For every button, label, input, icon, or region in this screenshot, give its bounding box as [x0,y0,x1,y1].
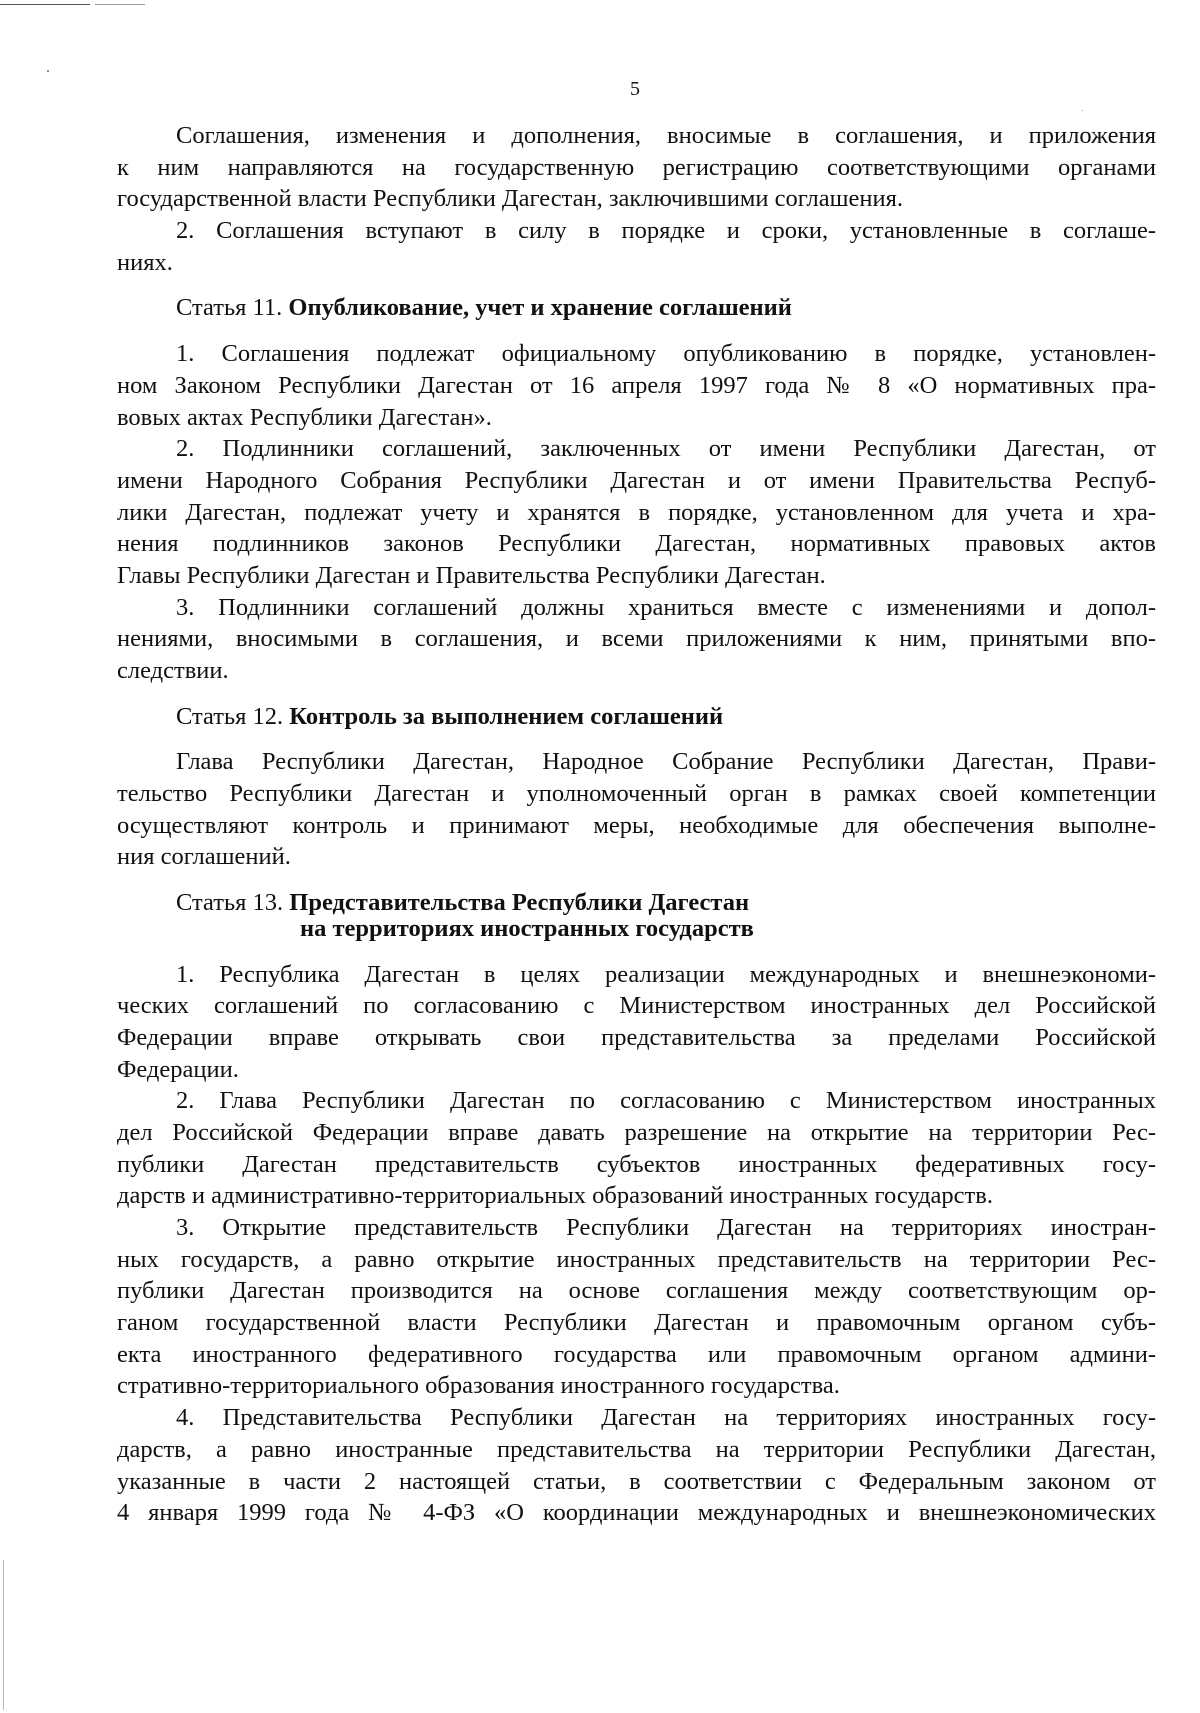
article-title: Контроль за выполнением соглашений [289,702,724,730]
paragraph [117,433,1156,591]
text-line: екта иностранного федеративного государства или правомочным органом админи- [117,1340,1156,1368]
text-line: следствии. [117,657,229,684]
text-line: ных государств, а равно открытие иностранных представительств на территории Рес- [117,1245,1156,1273]
article-title-continued: на территориях иностранных государств [300,914,754,942]
text-line: 3. Открытие представительств Республики Дагестан на территориях иностран- [176,1214,1156,1241]
text-line: вовых актах Республики Дагестан». [117,403,492,431]
scan-speck [47,70,49,72]
article-number: Статья 13. [176,889,290,917]
paragraph [117,338,1156,433]
text-line: 2. Соглашения вступают в силу в порядке и сроки, установленные в соглаше- [176,217,1156,245]
paragraph [117,592,1156,687]
page-number: 5 [630,78,640,100]
text-line: ниях. [117,248,173,276]
text-line: дел Российской Федерации вправе давать разрешение на открытие на территории Рес- [117,1118,1156,1146]
text-line: ганом государственной власти Республики Дагестан и правомочным органом субъ- [117,1309,1156,1337]
text-line: тельство Республики Дагестан и уполномоченный орган в рамках своей компетенции [117,780,1156,808]
text-line: нениями, вносимыми в соглашения, и всеми приложениями к ним, принятыми впо- [117,625,1156,653]
text-line: ном Законом Республики Дагестан от 16 апреля 1997 года № 8 «О нормативных пра- [117,371,1156,399]
paragraph [117,215,1156,278]
spacer [117,687,1156,701]
text-line: 1. Соглашения подлежат официальному опубликованию в порядке, установлен- [176,340,1156,368]
text-line: к ним направляются на государственную регистрацию соответствующими органами [117,153,1156,181]
scan-edge-mark [0,4,90,5]
text-line: 2. Глава Республики Дагестан по согласованию с Министерством иностранных [176,1087,1156,1115]
spacer [117,278,1156,292]
text-line: Соглашения, изменения и дополнения, вносимые в соглашения, и приложения [176,122,1156,149]
spacer [117,732,1156,746]
scan-speck [1082,110,1083,111]
paragraph [117,120,1156,215]
scan-edge-mark [95,4,145,5]
text-line: 3. Подлинники соглашений должны храниться вместе с изменениями и допол- [176,593,1156,621]
paragraph [117,1085,1156,1212]
text-line: публики Дагестан представительств субъектов иностранных федеративных госу- [117,1150,1156,1178]
paragraph [117,1402,1156,1529]
spacer [117,873,1156,887]
article-title: Представительства Республики Дагестан [289,889,750,917]
paragraph [117,746,1156,873]
text-line: Главы Республики Дагестан и Правительства Республики Дагестан. [117,561,826,589]
text-line: стративно-территориального образования иностранного государства. [117,1372,840,1400]
article-title: Опубликование, учет и хранение соглашений [288,294,792,322]
text-line: лики Дагестан, подлежат учету и хранятся в порядке, установленном для учета и хра- [117,498,1156,526]
text-line: Глава Республики Дагестан, Народное Собрание Республики Дагестан, Прави- [176,748,1156,776]
paragraph [117,1212,1156,1402]
paragraph [117,959,1156,1086]
spacer [117,945,1156,959]
document-body [117,120,1156,1529]
article-number: Статья 11. [176,294,289,322]
text-line: ния соглашений. [117,843,291,871]
text-line: 4 января 1999 года № 4-ФЗ «О координации международных и внешнеэкономических [117,1499,1156,1527]
article-heading [117,292,1156,324]
text-line: 4. Представительства Республики Дагестан на территориях иностранных госу- [176,1404,1156,1432]
text-line: публики Дагестан производится на основе соглашения между соответствующим ор- [117,1277,1156,1305]
article-number: Статья 12. [176,702,290,730]
text-line: 1. Республика Дагестан в целях реализации международных и внешнеэкономи- [176,960,1156,988]
text-line: осуществляют контроль и принимают меры, необходимые для обеспечения выполне- [117,811,1156,839]
article-heading [117,701,1156,733]
text-line: нения подлинников законов Республики Дагестан, нормативных правовых актов [117,530,1156,558]
text-line: Федерации вправе открывать свои представительства за пределами Российской [117,1023,1156,1051]
spacer [117,324,1156,338]
text-line: 2. Подлинники соглашений, заключенных от имени Республики Дагестан, от [176,435,1156,463]
scan-edge-mark [3,1560,4,1710]
text-line: дарств, а равно иностранные представительства на территории Республики Дагестан, [117,1435,1156,1463]
text-line: ческих соглашений по согласованию с Министерством иностранных дел Российской [117,992,1156,1020]
text-line: государственной власти Республики Дагестан, заключившими соглашения. [117,185,903,213]
text-line: имени Народного Собрания Республики Дагестан и от имени Правительства Респуб- [117,466,1156,494]
text-line: дарств и административно-территориальных образований иностранных государств. [117,1182,993,1210]
text-line: указанные в части 2 настоящей статьи, в соответствии с Федеральным законом от [117,1467,1156,1495]
text-line: Федерации. [117,1055,239,1083]
